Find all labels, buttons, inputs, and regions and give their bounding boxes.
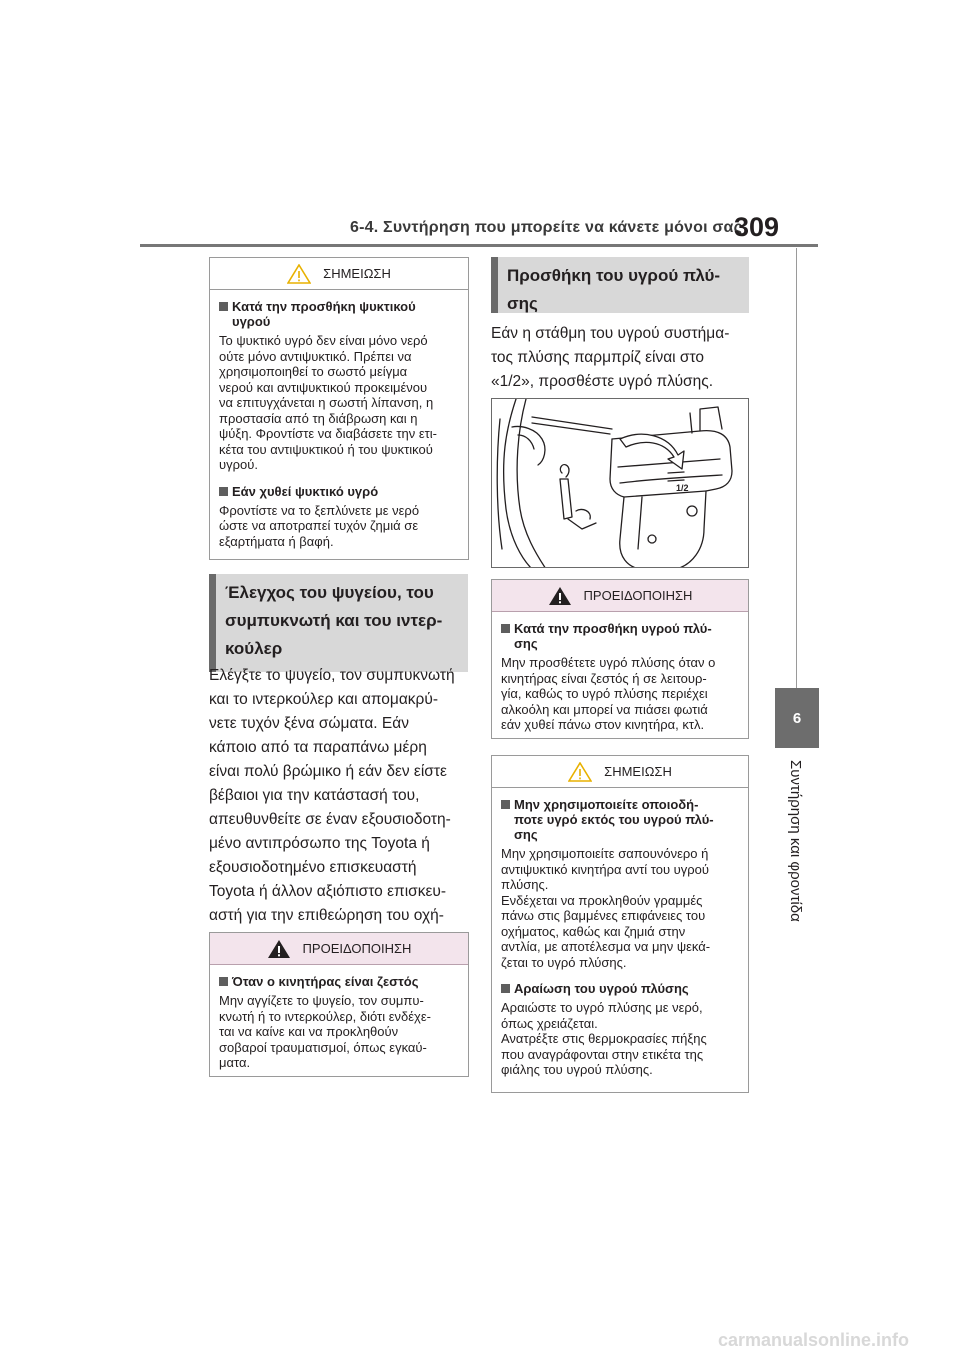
note-paragraph: Αραιώστε το υγρό πλύσης με νερό, όπως χρειάζεται. Ανατρέξτε στις θερμοκρασίες πήξης που αναγράφονται στην ετικέτα της φιάλης του υγρού πλύσης.	[501, 1000, 707, 1077]
footer-watermark: carmanualsonline.info	[718, 1330, 910, 1350]
note-header	[210, 258, 468, 290]
note-subheading	[219, 299, 460, 329]
warning-subheading	[219, 974, 460, 989]
chapter-title: Συντήρηση και φροντίδα	[787, 760, 804, 922]
warning-subheading-text: Κατά την προσθήκη υγρού πλύ- σης	[514, 621, 712, 651]
note-box	[491, 755, 749, 1093]
section-heading-washer: Προσθήκη του υγρού πλύ- σης	[491, 257, 749, 313]
bullet-square-icon	[219, 302, 228, 311]
bullet-square-icon	[501, 800, 510, 809]
warning-subheading	[501, 621, 740, 651]
note-content	[210, 290, 468, 557]
note-label: ΣΗΜΕΙΩΣΗ	[604, 764, 672, 779]
warning-box	[209, 932, 469, 1077]
warning-paragraph: Μην αγγίζετε το ψυγείο, τον συμπυ- κνωτή ή το ιντερκούλερ, διότι ενδέχε- ται να καίνε και να προκληθούν σοβαροί τραυματισμοί, όπως εγκαύ- ματα.	[219, 993, 431, 1070]
warning-header	[210, 933, 468, 965]
washer-tank-drawing	[492, 399, 749, 568]
warning-paragraph: Μην προσθέτετε υγρό πλύσης όταν ο κινητήρας είναι ζεστός ή σε λειτουρ- γία, καθώς το υγρό πλύσης περιέχει αλκοόλη και μπορεί να πιάσει φωτιά εάν χυθεί πάνω στον κινητήρα, κτλ.	[501, 655, 716, 732]
note-subheading-text: Μην χρησιμοποιείτε οποιοδή- ποτε υγρό εκτός του υγρού πλύ- σης	[514, 797, 714, 842]
note-subheading-text: Εάν χυθεί ψυκτικό υγρό	[232, 483, 379, 499]
note-subheading-text: Αραίωση του υγρού πλύσης	[514, 981, 689, 996]
note-label: ΣΗΜΕΙΩΣΗ	[323, 266, 391, 281]
note-subheading	[219, 484, 460, 499]
warning-subheading-text: Όταν ο κινητήρας είναι ζεστός	[232, 974, 419, 989]
section-body-washer: Εάν η στάθμη του υγρού συστήμα- τος πλύσης παρμπρίζ είναι στο «1/2», προσθέστε υγρό πλύσης.	[491, 325, 730, 390]
section-body-radiator: Ελέγξτε το ψυγείο, τον συμπυκνωτή και το ιντερκούλερ και απομακρύ- νετε τυχόν ξένα σώματα. Εάν κάποιο από τα παραπάνω μέρη είναι πολύ βρώμικο ή εάν δεν είστε βέβαιοι για την κατάστασή του, απευθυνθείτε σε έναν εξουσιοδοτη- μένο αντιπρόσωπο της Toyota ή εξουσιοδοτημένο επισκευαστή Toyota ή άλλον αξιόπιστο επισκευ- αστή για την επιθεώρηση του οχή-	[209, 667, 455, 924]
warning-content	[210, 965, 468, 1079]
note-paragraph: Μην χρησιμοποιείτε σαπουνόνερο ή αντιψυκτικό κινητήρα αντί του υγρού πλύσης. Ενδέχεται να προκληθούν γραμμές πάνω στις βαμμένες επιφάνειες του οχήματος, καθώς και ζημιά στην αντλία, με αποτέλεσμα να μην ψεκά- ζεται το υγρό πλύσης.	[501, 846, 711, 970]
bullet-square-icon	[219, 487, 228, 496]
note-subheading-text: Κατά την προσθήκη ψυκτικού υγρού	[232, 299, 416, 329]
warning-header	[492, 580, 748, 612]
caution-outline-icon	[287, 264, 311, 284]
warning-triangle-icon	[267, 939, 291, 959]
warning-content	[492, 612, 748, 741]
bullet-square-icon	[219, 977, 228, 986]
warning-triangle-icon	[548, 586, 572, 606]
warning-label: ΠΡΟΕΙΔΟΠΟΙΗΣΗ	[583, 588, 693, 603]
running-header: 6-4. Συντήρηση που μπορείτε να κάνετε μόνοι σας	[350, 219, 743, 236]
note-paragraph: Το ψυκτικό υγρό δεν είναι μόνο νερό ούτε μόνο αντιψυκτικό. Πρέπει να χρησιμοποιηθεί το σωστό μείγμα νερού και αντιψυκτικού προκειμένου να επιτυγχάνεται η σωστή λίπανση, η προστασία από τη διάβρωση και η ψύξη. Φροντίστε να διαβάσετε την ετι- κέτα του αντιψυκτικού ή του ψυκτικού υγρού.	[219, 333, 437, 472]
bullet-square-icon	[501, 624, 510, 633]
page-number: 309	[734, 212, 780, 242]
section-heading-radiator: Έλεγχος του ψυγείου, του συμπυκνωτή και του ιντερ- κούλερ	[209, 574, 468, 672]
header-divider	[140, 244, 818, 247]
note-subheading	[501, 797, 740, 842]
note-box	[209, 257, 469, 560]
level-mark-label: 1/2	[676, 483, 689, 493]
note-content	[492, 788, 748, 1086]
note-header	[492, 756, 748, 788]
chapter-divider	[796, 248, 797, 688]
bullet-square-icon	[501, 984, 510, 993]
caution-outline-icon	[568, 762, 592, 782]
warning-label: ΠΡΟΕΙΔΟΠΟΙΗΣΗ	[302, 941, 412, 956]
warning-box	[491, 579, 749, 739]
washer-reservoir-illustration	[491, 398, 749, 568]
chapter-tab[interactable]: 6	[775, 688, 819, 748]
note-paragraph: Φροντίστε να το ξεπλύνετε με νερό ώστε να αποτραπεί τυχόν ζημιά σε εξαρτήματα ή βαφή.	[219, 502, 420, 549]
note-subheading	[501, 981, 740, 996]
